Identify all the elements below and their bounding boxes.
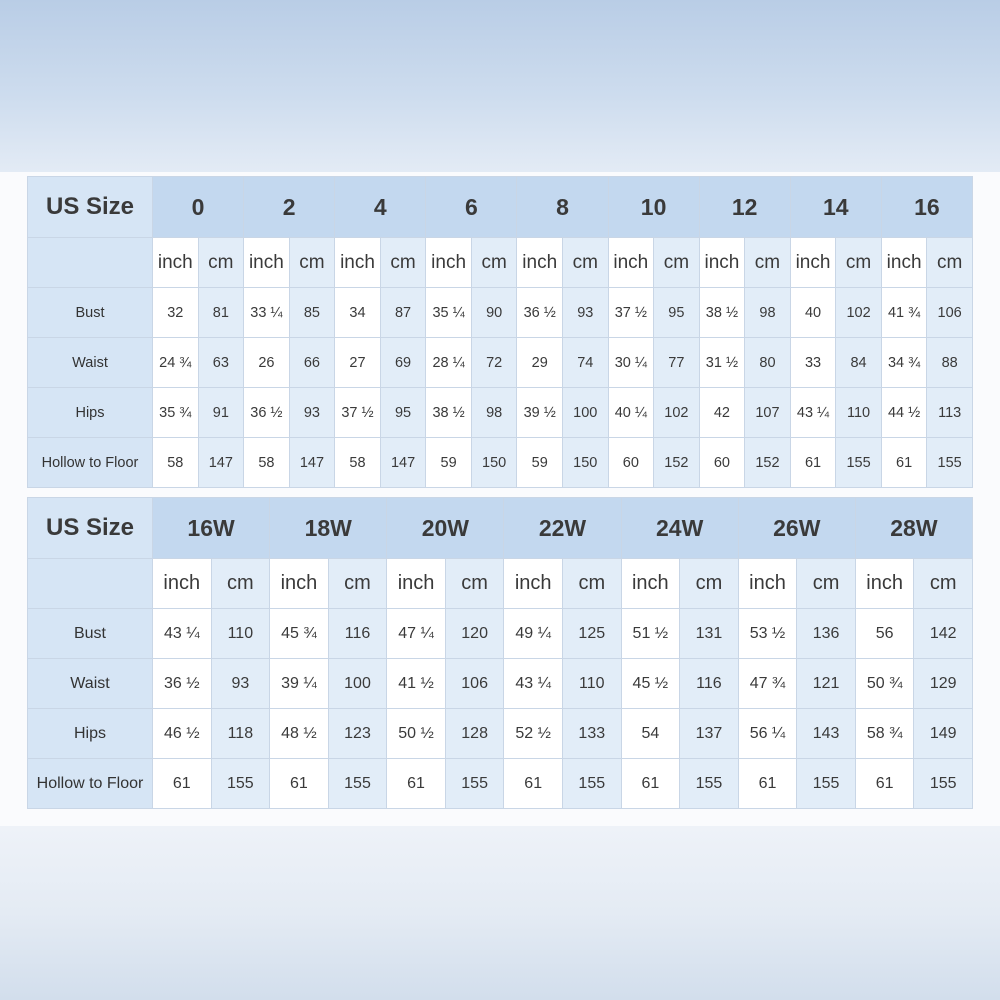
value-inch-cell: 59 [517,438,563,488]
value-inch-cell: 47 ¾ [738,659,797,709]
value-cm-cell: 72 [471,338,517,388]
value-cm-cell: 147 [380,438,426,488]
measurement-label: Hips [28,709,153,759]
unit-inch-cell: inch [426,238,472,288]
value-inch-cell: 27 [335,338,381,388]
measurement-row [28,659,973,709]
value-inch-cell: 61 [153,759,212,809]
size-header-cell: 26W [738,498,855,559]
value-cm-cell: 98 [471,388,517,438]
value-inch-cell: 38 ½ [699,288,745,338]
value-inch-cell: 61 [855,759,914,809]
value-cm-cell: 121 [797,659,856,709]
value-cm-cell: 69 [380,338,426,388]
value-cm-cell: 84 [836,338,882,388]
unit-cm-cell: cm [289,238,335,288]
unit-row [28,559,973,609]
value-cm-cell: 155 [914,759,973,809]
value-cm-cell: 129 [914,659,973,709]
value-cm-cell: 155 [328,759,387,809]
measurement-label: Waist [28,338,153,388]
value-inch-cell: 58 [335,438,381,488]
unit-row [28,238,973,288]
value-cm-cell: 93 [211,659,270,709]
value-inch-cell: 59 [426,438,472,488]
unit-inch-cell: inch [270,559,329,609]
value-inch-cell: 61 [387,759,446,809]
unit-inch-cell: inch [244,238,290,288]
value-inch-cell: 61 [790,438,836,488]
value-cm-cell: 113 [927,388,973,438]
value-inch-cell: 45 ½ [621,659,680,709]
measurement-row [28,438,973,488]
unit-inch-cell: inch [855,559,914,609]
size-header-cell: 20W [387,498,504,559]
value-cm-cell: 87 [380,288,426,338]
size-header-cell: 28W [855,498,972,559]
value-inch-cell: 41 ¾ [881,288,927,338]
value-cm-cell: 81 [198,288,244,338]
unit-cm-cell: cm [198,238,244,288]
value-cm-cell: 88 [927,338,973,388]
size-header-cell: 4 [335,177,426,238]
value-cm-cell: 100 [328,659,387,709]
value-inch-cell: 61 [504,759,563,809]
unit-cm-cell: cm [680,559,739,609]
value-inch-cell: 32 [153,288,199,338]
value-inch-cell: 33 [790,338,836,388]
unit-row-blank-cell [28,559,153,609]
value-cm-cell: 150 [471,438,517,488]
value-inch-cell: 61 [738,759,797,809]
unit-inch-cell: inch [153,238,199,288]
unit-cm-cell: cm [745,238,791,288]
value-cm-cell: 152 [654,438,700,488]
value-cm-cell: 93 [289,388,335,438]
value-cm-cell: 102 [836,288,882,338]
size-header-cell: 6 [426,177,517,238]
value-cm-cell: 150 [562,438,608,488]
unit-cm-cell: cm [797,559,856,609]
value-inch-cell: 56 ¼ [738,709,797,759]
value-inch-cell: 56 [855,609,914,659]
size-header-cell: 16W [153,498,270,559]
unit-cm-cell: cm [927,238,973,288]
value-cm-cell: 155 [927,438,973,488]
size-header-cell: 16 [881,177,972,238]
value-inch-cell: 44 ½ [881,388,927,438]
value-inch-cell: 52 ½ [504,709,563,759]
value-cm-cell: 116 [680,659,739,709]
value-cm-cell: 123 [328,709,387,759]
us-size-label: US Size [28,498,153,559]
value-inch-cell: 47 ¼ [387,609,446,659]
value-cm-cell: 110 [562,659,621,709]
measurement-label: Hollow to Floor [28,759,153,809]
value-cm-cell: 120 [445,609,504,659]
measurement-row [28,609,973,659]
measurement-row [28,338,973,388]
value-inch-cell: 24 ¾ [153,338,199,388]
unit-cm-cell: cm [914,559,973,609]
measurement-label: Bust [28,288,153,338]
unit-cm-cell: cm [380,238,426,288]
value-cm-cell: 155 [680,759,739,809]
unit-cm-cell: cm [654,238,700,288]
value-inch-cell: 35 ¾ [153,388,199,438]
value-cm-cell: 116 [328,609,387,659]
unit-inch-cell: inch [608,238,654,288]
value-cm-cell: 136 [797,609,856,659]
measurement-label: Bust [28,609,153,659]
value-cm-cell: 74 [562,338,608,388]
value-inch-cell: 42 [699,388,745,438]
value-inch-cell: 28 ¼ [426,338,472,388]
size-chart-table-plus [27,497,973,809]
value-cm-cell: 106 [927,288,973,338]
value-cm-cell: 131 [680,609,739,659]
value-inch-cell: 33 ¼ [244,288,290,338]
value-inch-cell: 40 ¼ [608,388,654,438]
value-cm-cell: 110 [211,609,270,659]
value-inch-cell: 48 ½ [270,709,329,759]
value-cm-cell: 102 [654,388,700,438]
value-cm-cell: 147 [289,438,335,488]
value-cm-cell: 152 [745,438,791,488]
value-inch-cell: 30 ¼ [608,338,654,388]
value-cm-cell: 80 [745,338,791,388]
value-cm-cell: 155 [211,759,270,809]
value-inch-cell: 39 ½ [517,388,563,438]
unit-cm-cell: cm [328,559,387,609]
value-inch-cell: 53 ½ [738,609,797,659]
value-cm-cell: 98 [745,288,791,338]
value-inch-cell: 51 ½ [621,609,680,659]
value-inch-cell: 41 ½ [387,659,446,709]
measurement-label: Hips [28,388,153,438]
value-inch-cell: 36 ½ [244,388,290,438]
unit-inch-cell: inch [790,238,836,288]
value-cm-cell: 147 [198,438,244,488]
measurement-row [28,759,973,809]
measurement-row [28,288,973,338]
unit-inch-cell: inch [738,559,797,609]
value-inch-cell: 50 ¾ [855,659,914,709]
unit-inch-cell: inch [335,238,381,288]
value-cm-cell: 142 [914,609,973,659]
value-cm-cell: 149 [914,709,973,759]
value-inch-cell: 58 [244,438,290,488]
measurement-label: Hollow to Floor [28,438,153,488]
unit-cm-cell: cm [836,238,882,288]
value-inch-cell: 49 ¼ [504,609,563,659]
value-inch-cell: 61 [881,438,927,488]
value-inch-cell: 45 ¾ [270,609,329,659]
value-cm-cell: 90 [471,288,517,338]
value-cm-cell: 77 [654,338,700,388]
value-inch-cell: 40 [790,288,836,338]
value-cm-cell: 95 [654,288,700,338]
value-inch-cell: 36 ½ [153,659,212,709]
value-cm-cell: 125 [562,609,621,659]
value-cm-cell: 143 [797,709,856,759]
value-cm-cell: 91 [198,388,244,438]
size-header-row [28,177,973,238]
value-cm-cell: 128 [445,709,504,759]
value-cm-cell: 110 [836,388,882,438]
size-chart-table-standard [27,176,973,488]
value-cm-cell: 133 [562,709,621,759]
unit-row-blank-cell [28,238,153,288]
value-cm-cell: 118 [211,709,270,759]
value-inch-cell: 50 ½ [387,709,446,759]
size-header-cell: 18W [270,498,387,559]
size-header-cell: 10 [608,177,699,238]
value-cm-cell: 85 [289,288,335,338]
value-inch-cell: 60 [699,438,745,488]
value-inch-cell: 58 [153,438,199,488]
value-inch-cell: 34 ¾ [881,338,927,388]
value-inch-cell: 34 [335,288,381,338]
value-cm-cell: 155 [836,438,882,488]
value-cm-cell: 93 [562,288,608,338]
unit-inch-cell: inch [621,559,680,609]
value-inch-cell: 58 ¾ [855,709,914,759]
value-inch-cell: 39 ¼ [270,659,329,709]
value-cm-cell: 106 [445,659,504,709]
value-cm-cell: 107 [745,388,791,438]
measurement-label: Waist [28,659,153,709]
size-header-cell: 24W [621,498,738,559]
size-header-row [28,498,973,559]
unit-cm-cell: cm [562,238,608,288]
value-inch-cell: 43 ¼ [504,659,563,709]
us-size-label: US Size [28,177,153,238]
unit-cm-cell: cm [562,559,621,609]
unit-cm-cell: cm [471,238,517,288]
value-inch-cell: 36 ½ [517,288,563,338]
unit-inch-cell: inch [504,559,563,609]
size-header-cell: 12 [699,177,790,238]
unit-inch-cell: inch [881,238,927,288]
value-inch-cell: 26 [244,338,290,388]
value-inch-cell: 37 ½ [335,388,381,438]
value-inch-cell: 61 [621,759,680,809]
value-inch-cell: 54 [621,709,680,759]
value-inch-cell: 37 ½ [608,288,654,338]
measurement-row [28,388,973,438]
value-inch-cell: 38 ½ [426,388,472,438]
value-inch-cell: 60 [608,438,654,488]
size-header-cell: 0 [153,177,244,238]
value-inch-cell: 31 ½ [699,338,745,388]
unit-inch-cell: inch [387,559,446,609]
value-cm-cell: 155 [562,759,621,809]
bottom-background-band [0,826,1000,1000]
unit-cm-cell: cm [211,559,270,609]
value-cm-cell: 95 [380,388,426,438]
value-inch-cell: 43 ¼ [790,388,836,438]
size-header-cell: 14 [790,177,881,238]
unit-cm-cell: cm [445,559,504,609]
value-cm-cell: 63 [198,338,244,388]
value-cm-cell: 155 [797,759,856,809]
value-cm-cell: 155 [445,759,504,809]
value-inch-cell: 46 ½ [153,709,212,759]
size-header-cell: 2 [244,177,335,238]
size-header-cell: 22W [504,498,621,559]
unit-inch-cell: inch [699,238,745,288]
value-cm-cell: 66 [289,338,335,388]
unit-inch-cell: inch [153,559,212,609]
value-inch-cell: 35 ¼ [426,288,472,338]
value-inch-cell: 61 [270,759,329,809]
value-cm-cell: 137 [680,709,739,759]
top-background-band [0,0,1000,172]
value-inch-cell: 43 ¼ [153,609,212,659]
size-header-cell: 8 [517,177,608,238]
value-inch-cell: 29 [517,338,563,388]
value-cm-cell: 100 [562,388,608,438]
measurement-row [28,709,973,759]
unit-inch-cell: inch [517,238,563,288]
